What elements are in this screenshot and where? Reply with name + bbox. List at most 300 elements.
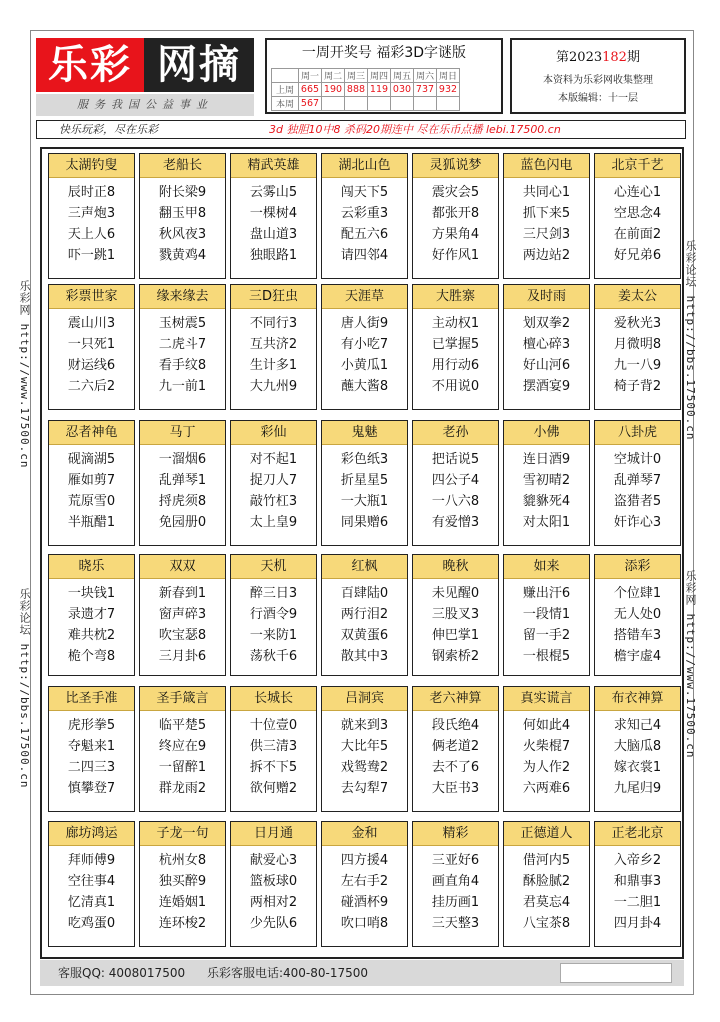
riddle-line: 三天整3 <box>431 916 480 931</box>
riddle-cell <box>594 821 681 947</box>
riddle-lines <box>504 579 589 667</box>
riddle-cell <box>321 284 408 410</box>
riddle-cell-title: 及时雨 <box>504 285 589 309</box>
riddle-cell <box>321 554 408 676</box>
riddle-cell <box>503 284 590 410</box>
riddle-line: 摆酒宴9 <box>522 379 571 394</box>
riddle-line: 一段情1 <box>522 607 571 622</box>
riddle-line: 难共枕2 <box>67 628 116 643</box>
riddle-cell <box>139 420 226 546</box>
riddle-cell-title: 正德道人 <box>504 822 589 846</box>
riddle-cell-title: 鬼魅 <box>322 421 407 445</box>
riddle-lines <box>231 309 316 397</box>
riddle-cell-title: 小佛 <box>504 421 589 445</box>
issue-line <box>512 46 684 65</box>
riddle-line: 不用说0 <box>431 379 480 394</box>
ad-slogan: 快乐玩彩，尽在乐彩 <box>59 123 158 136</box>
riddle-lines <box>231 846 316 934</box>
riddle-line: 空城计0 <box>613 452 662 467</box>
riddle-lines <box>49 445 134 533</box>
riddle-line: 画直角4 <box>431 874 480 889</box>
riddle-lines <box>322 309 407 397</box>
riddle-line: 雁如剪7 <box>67 473 116 488</box>
riddle-lines <box>49 846 134 934</box>
riddle-line: 划双拳2 <box>522 316 571 331</box>
riddle-line: 蘸大酱8 <box>340 379 389 394</box>
riddle-line: 秋风夜3 <box>158 227 207 242</box>
issue-box <box>510 38 686 114</box>
riddle-lines <box>140 309 225 397</box>
riddle-cell-title: 天涯草 <box>322 285 407 309</box>
riddle-line: 有小吃7 <box>340 337 389 352</box>
riddle-lines <box>413 579 498 667</box>
riddle-line: 免园册0 <box>158 515 207 530</box>
riddle-lines <box>231 445 316 533</box>
riddle-line: 四月卦4 <box>613 916 662 931</box>
riddle-line: 挂历画1 <box>431 895 480 910</box>
riddle-lines <box>413 309 498 397</box>
riddle-line: 檀心碎3 <box>522 337 571 352</box>
riddle-cell <box>48 284 135 410</box>
riddle-line: 配五六6 <box>340 227 389 242</box>
riddle-line: 行酒令9 <box>249 607 298 622</box>
riddle-cell-title: 添彩 <box>595 555 680 579</box>
riddle-line: 窗声碎3 <box>158 607 207 622</box>
riddle-line: 乱弹琴1 <box>158 473 207 488</box>
draw-number: 888 <box>345 83 368 97</box>
riddle-cell <box>412 554 499 676</box>
riddle-lines <box>322 445 407 533</box>
riddle-line: 忆清真1 <box>67 895 116 910</box>
riddle-line: 折星星5 <box>340 473 389 488</box>
riddle-line: 吹口哨8 <box>340 916 389 931</box>
riddle-line: 桅个弯8 <box>67 649 116 664</box>
logo-part-2: 网摘 <box>144 38 254 92</box>
riddle-cell <box>321 686 408 812</box>
riddle-line: 碰酒杯9 <box>340 895 389 910</box>
riddle-line: 一八六8 <box>431 494 480 509</box>
last-week-label: 上周 <box>272 83 299 97</box>
riddle-line: 方果角4 <box>431 227 480 242</box>
riddle-cell-title: 如来 <box>504 555 589 579</box>
draw-number <box>345 97 368 111</box>
day-header: 周三 <box>345 69 368 83</box>
riddle-line: 不同行3 <box>249 316 298 331</box>
ad-bar <box>36 120 686 139</box>
riddle-line: 闯天下5 <box>340 185 389 200</box>
riddle-cell-title: 子龙一句 <box>140 822 225 846</box>
riddle-line: 欲何赠2 <box>249 781 298 796</box>
riddle-line: 二四三3 <box>67 760 116 775</box>
riddle-line: 一只死1 <box>67 337 116 352</box>
day-header: 周日 <box>437 69 460 83</box>
riddle-cell <box>230 284 317 410</box>
riddle-lines <box>49 579 134 667</box>
riddle-cell <box>412 284 499 410</box>
riddle-cell <box>139 821 226 947</box>
draw-number: 190 <box>322 83 345 97</box>
riddle-line: 荡秋千6 <box>249 649 298 664</box>
riddle-lines <box>413 711 498 799</box>
riddle-line: 三尺剑3 <box>522 227 571 242</box>
riddle-lines <box>595 445 680 533</box>
riddle-line: 对太阳1 <box>522 515 571 530</box>
riddle-line: 一棵树4 <box>249 206 298 221</box>
riddle-line: 录遗才7 <box>67 607 116 622</box>
riddle-lines <box>231 711 316 799</box>
riddle-cell <box>594 420 681 546</box>
riddle-lines <box>140 178 225 266</box>
riddle-lines <box>322 178 407 266</box>
draw-number: 567 <box>299 97 322 111</box>
riddle-line: 无人处0 <box>613 607 662 622</box>
editor-note: 本版编辑：十一层 <box>558 93 638 104</box>
riddle-lines <box>322 579 407 667</box>
riddle-line: 同果赠6 <box>340 515 389 530</box>
riddle-line: 半瓶醋1 <box>67 515 116 530</box>
riddle-line: 君莫忘4 <box>522 895 571 910</box>
side-text-right-1: 乐彩论坛 http://bbs.17500.cn <box>684 240 697 441</box>
riddle-line: 两相对2 <box>249 895 298 910</box>
riddle-line: 独眼路1 <box>249 248 298 263</box>
riddle-cell <box>594 554 681 676</box>
riddle-line: 三月卦6 <box>158 649 207 664</box>
riddle-line: 两行泪2 <box>340 607 389 622</box>
riddle-cell-title: 双双 <box>140 555 225 579</box>
riddle-cell-title: 大胜寨 <box>413 285 498 309</box>
riddle-cell-title: 长城长 <box>231 687 316 711</box>
riddle-lines <box>504 846 589 934</box>
riddle-line: 留一手2 <box>522 628 571 643</box>
riddle-lines <box>504 309 589 397</box>
riddle-lines <box>49 178 134 266</box>
riddle-line: 去勾犁7 <box>340 781 389 796</box>
riddle-line: 篮板球0 <box>249 874 298 889</box>
riddle-line: 好兄弟6 <box>613 248 662 263</box>
riddle-cell <box>139 554 226 676</box>
riddle-line: 伸巴掌1 <box>431 628 480 643</box>
riddle-line: 好作风1 <box>431 248 480 263</box>
riddle-cell-title: 金和 <box>322 822 407 846</box>
riddle-line: 何如此4 <box>522 718 571 733</box>
riddle-line: 互共济2 <box>249 337 298 352</box>
this-week-label: 本周 <box>272 97 299 111</box>
riddle-line: 财运线6 <box>67 358 116 373</box>
riddle-line: 借河内5 <box>522 853 571 868</box>
riddle-line: 敲竹杠3 <box>249 494 298 509</box>
riddle-line: 吹宝瑟8 <box>158 628 207 643</box>
riddle-lines <box>322 711 407 799</box>
day-header: 周二 <box>322 69 345 83</box>
riddle-line: 六两难6 <box>522 781 571 796</box>
riddle-lines <box>140 711 225 799</box>
riddle-line: 二虎斗7 <box>158 337 207 352</box>
riddle-line: 拜师傅9 <box>67 853 116 868</box>
riddle-line: 生计多1 <box>249 358 298 373</box>
riddle-lines <box>595 178 680 266</box>
riddle-lines <box>49 309 134 397</box>
riddle-line: 钢索桥2 <box>431 649 480 664</box>
riddle-line: 供三清3 <box>249 739 298 754</box>
riddle-line: 终应在9 <box>158 739 207 754</box>
riddle-line: 捉刀人7 <box>249 473 298 488</box>
riddle-cell <box>594 284 681 410</box>
draw-corner <box>272 69 299 83</box>
riddle-line: 月微明8 <box>613 337 662 352</box>
riddle-lines <box>595 711 680 799</box>
riddle-line: 求知己4 <box>613 718 662 733</box>
riddle-cell-title: 精武英雄 <box>231 154 316 178</box>
riddle-line: 段氏绝4 <box>431 718 480 733</box>
riddle-line: 十位壹0 <box>249 718 298 733</box>
riddle-line: 玉树震5 <box>158 316 207 331</box>
riddle-line: 连婚姻1 <box>158 895 207 910</box>
day-header: 周一 <box>299 69 322 83</box>
footer-blank-box <box>560 963 672 983</box>
riddle-line: 和鼎事3 <box>613 874 662 889</box>
riddle-lines <box>595 579 680 667</box>
riddle-cell <box>503 686 590 812</box>
riddle-cell-title: 比圣手准 <box>49 687 134 711</box>
riddle-cell <box>503 153 590 279</box>
riddle-line: 檐宇虚4 <box>613 649 662 664</box>
riddle-line: 临平楚5 <box>158 718 207 733</box>
riddle-line: 三声炮3 <box>67 206 116 221</box>
riddle-cell-title: 布衣神算 <box>595 687 680 711</box>
riddle-line: 一根棍5 <box>522 649 571 664</box>
riddle-line: 醉三日3 <box>249 586 298 601</box>
riddle-cell <box>48 821 135 947</box>
riddle-cell-title: 老六神算 <box>413 687 498 711</box>
riddle-cell <box>321 821 408 947</box>
riddle-line: 慎攀登7 <box>67 781 116 796</box>
riddle-line: 就来到3 <box>340 718 389 733</box>
riddle-line: 搭错车3 <box>613 628 662 643</box>
riddle-lines <box>140 445 225 533</box>
riddle-line: 新春到1 <box>158 586 207 601</box>
riddle-line: 双黄蛋6 <box>340 628 389 643</box>
draw-number <box>437 97 460 111</box>
riddle-line: 空往事4 <box>67 874 116 889</box>
riddle-cell-title: 缘来缘去 <box>140 285 225 309</box>
riddle-line: 云雾山5 <box>249 185 298 200</box>
side-text-right-2: 乐彩网 http://www.17500.cn <box>684 570 697 759</box>
riddle-cell <box>594 686 681 812</box>
riddle-cell-title: 彩票世家 <box>49 285 134 309</box>
riddle-line: 震灾会5 <box>431 185 480 200</box>
riddle-line: 去不了6 <box>431 760 480 775</box>
riddle-line: 为人作2 <box>522 760 571 775</box>
riddle-cell <box>48 686 135 812</box>
riddle-lines <box>595 846 680 934</box>
riddle-cell <box>139 153 226 279</box>
riddle-line: 附长梁9 <box>158 185 207 200</box>
riddle-cell-title: 老船长 <box>140 154 225 178</box>
riddle-line: 九尾归9 <box>613 781 662 796</box>
riddle-cell <box>230 420 317 546</box>
riddle-cell <box>230 686 317 812</box>
riddle-line: 把话说5 <box>431 452 480 467</box>
draw-table <box>271 68 460 111</box>
riddle-line: 献爱心3 <box>249 853 298 868</box>
draw-number <box>414 97 437 111</box>
riddle-cell-title: 马丁 <box>140 421 225 445</box>
riddle-cell-title: 忍者神龟 <box>49 421 134 445</box>
riddle-cell-title: 晚秋 <box>413 555 498 579</box>
riddle-cell <box>230 554 317 676</box>
riddle-line: 大臣书3 <box>431 781 480 796</box>
riddle-line: 八宝茶8 <box>522 916 571 931</box>
day-header: 周六 <box>414 69 437 83</box>
riddle-line: 请四邻4 <box>340 248 389 263</box>
riddle-lines <box>140 579 225 667</box>
riddle-line: 四方援4 <box>340 853 389 868</box>
ad-promo-link[interactable]: 3d 独胆10中8 杀码20期连中 尽在乐币点播 lebi.17500.cn <box>269 123 561 136</box>
logo-part-1: 乐彩 <box>36 38 144 92</box>
riddle-cell-title: 湖北山色 <box>322 154 407 178</box>
riddle-line: 大脑瓜8 <box>613 739 662 754</box>
riddle-grid <box>40 147 684 959</box>
riddle-line: 九一前1 <box>158 379 207 394</box>
riddle-line: 用行动6 <box>431 358 480 373</box>
riddle-line: 一大瓶1 <box>340 494 389 509</box>
riddle-cell-title: 灵狐说梦 <box>413 154 498 178</box>
side-text-left-2: 乐彩论坛 http://bbs.17500.cn <box>18 588 31 789</box>
issue-number: 182 <box>602 50 627 65</box>
footer-qq: 客服QQ: 4008017500 <box>58 966 186 980</box>
riddle-line: 左右手2 <box>340 874 389 889</box>
slogan: 服务我国公益事业 <box>36 94 254 116</box>
riddle-line: 盗猎者5 <box>613 494 662 509</box>
riddle-lines <box>413 178 498 266</box>
riddle-line: 彩色纸3 <box>340 452 389 467</box>
riddle-lines <box>504 178 589 266</box>
day-header: 周四 <box>368 69 391 83</box>
riddle-line: 嫁衣裳1 <box>613 760 662 775</box>
riddle-line: 俩老道2 <box>431 739 480 754</box>
riddle-cell <box>412 153 499 279</box>
riddle-cell-title: 天机 <box>231 555 316 579</box>
riddle-line: 奸诈心3 <box>613 515 662 530</box>
riddle-line: 椅子背2 <box>613 379 662 394</box>
riddle-line: 都张开8 <box>431 206 480 221</box>
riddle-line: 主动权1 <box>431 316 480 331</box>
riddle-line: 一块钱1 <box>67 586 116 601</box>
riddle-cell-title: 姜太公 <box>595 285 680 309</box>
riddle-line: 心连心1 <box>613 185 662 200</box>
draw-number: 665 <box>299 83 322 97</box>
riddle-cell-title: 日月通 <box>231 822 316 846</box>
draw-number <box>391 97 414 111</box>
riddle-cell-title: 彩仙 <box>231 421 316 445</box>
riddle-line: 赚出汗6 <box>522 586 571 601</box>
draw-number: 119 <box>368 83 391 97</box>
riddle-cell-title: 正老北京 <box>595 822 680 846</box>
riddle-line: 共同心1 <box>522 185 571 200</box>
riddle-line: 虎形拳5 <box>67 718 116 733</box>
weekly-draw-box <box>265 38 503 114</box>
riddle-line: 有爱憎3 <box>431 515 480 530</box>
riddle-line: 两边站2 <box>522 248 571 263</box>
riddle-cell-title: 老孙 <box>413 421 498 445</box>
riddle-line: 翻玉甲8 <box>158 206 207 221</box>
riddle-line: 对不起1 <box>249 452 298 467</box>
draw-number: 932 <box>437 83 460 97</box>
riddle-lines <box>231 579 316 667</box>
riddle-line: 貔貅死4 <box>522 494 571 509</box>
riddle-line: 大比年5 <box>340 739 389 754</box>
riddle-line: 天上人6 <box>67 227 116 242</box>
draw-title: 一周开奖号 福彩3D字谜版 <box>301 45 467 61</box>
riddle-line: 百肆陆0 <box>340 586 389 601</box>
riddle-line: 空思念4 <box>613 206 662 221</box>
riddle-line: 四公子4 <box>431 473 480 488</box>
riddle-line: 唐人街9 <box>340 316 389 331</box>
riddle-lines <box>504 445 589 533</box>
riddle-line: 在前面2 <box>613 227 662 242</box>
riddle-lines <box>413 445 498 533</box>
riddle-cell-title: 吕洞宾 <box>322 687 407 711</box>
riddle-line: 一溜烟6 <box>158 452 207 467</box>
riddle-line: 散其中3 <box>340 649 389 664</box>
day-header: 周五 <box>391 69 414 83</box>
riddle-line: 二六后2 <box>67 379 116 394</box>
riddle-line: 爱秋光3 <box>613 316 662 331</box>
side-text-left-1: 乐彩网 http://www.17500.cn <box>18 280 31 469</box>
riddle-cell <box>503 420 590 546</box>
riddle-cell-title: 晓乐 <box>49 555 134 579</box>
riddle-line: 太上皇9 <box>249 515 298 530</box>
riddle-cell <box>230 153 317 279</box>
riddle-line: 吓一跳1 <box>67 248 116 263</box>
draw-number: 737 <box>414 83 437 97</box>
riddle-cell-title: 精彩 <box>413 822 498 846</box>
source-note: 本资料为乐彩网收集整理 <box>543 75 653 86</box>
riddle-line: 乱弹琴7 <box>613 473 662 488</box>
draw-number: 030 <box>391 83 414 97</box>
riddle-lines <box>231 178 316 266</box>
draw-number <box>368 97 391 111</box>
riddle-cell <box>139 284 226 410</box>
riddle-line: 吃鸡蛋0 <box>67 916 116 931</box>
riddle-line: 盘山道3 <box>249 227 298 242</box>
riddle-line: 杭州女8 <box>158 853 207 868</box>
riddle-cell <box>48 153 135 279</box>
riddle-cell <box>321 153 408 279</box>
riddle-cell-title: 太湖钓叟 <box>49 154 134 178</box>
riddle-line: 砚滴湖5 <box>67 452 116 467</box>
issue-prefix: 第2023 <box>556 50 603 65</box>
riddle-line: 云彩重3 <box>340 206 389 221</box>
logo <box>36 38 254 92</box>
riddle-line: 戏鸳鸯2 <box>340 760 389 775</box>
riddle-cell-title: 三D狂虫 <box>231 285 316 309</box>
riddle-line: 震山川3 <box>67 316 116 331</box>
riddle-cell-title: 北京千艺 <box>595 154 680 178</box>
riddle-line: 三亚好6 <box>431 853 480 868</box>
draw-number <box>322 97 345 111</box>
riddle-cell <box>321 420 408 546</box>
riddle-cell <box>503 554 590 676</box>
riddle-line: 小黄瓜1 <box>340 358 389 373</box>
riddle-line: 拆不下5 <box>249 760 298 775</box>
riddle-cell-title: 蓝色闪电 <box>504 154 589 178</box>
riddle-line: 已掌握5 <box>431 337 480 352</box>
riddle-line: 入帝乡2 <box>613 853 662 868</box>
riddle-cell <box>230 821 317 947</box>
riddle-line: 雪初晴2 <box>522 473 571 488</box>
riddle-line: 好山河6 <box>522 358 571 373</box>
